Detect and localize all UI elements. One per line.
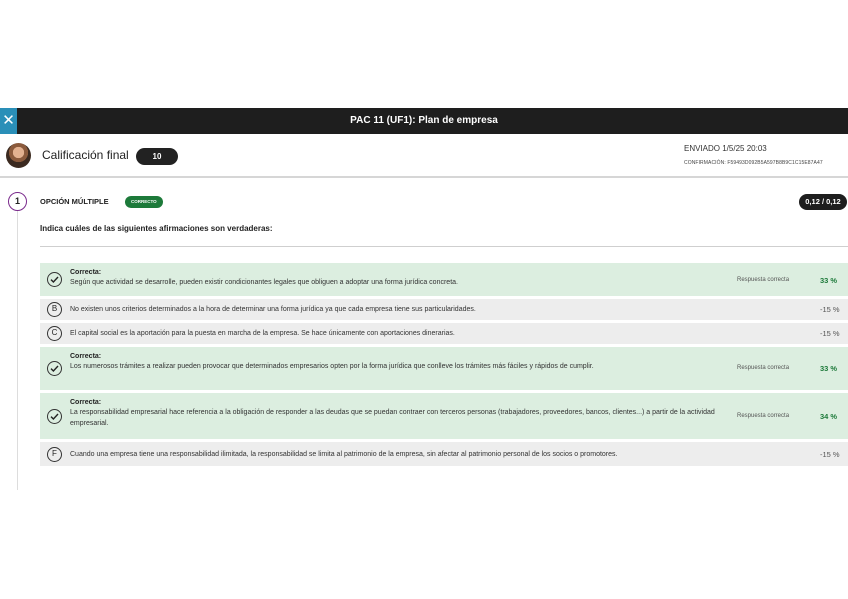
- confirmation-code: CONFIRMACIÓN: F59493D092B5A597B8B9C1C15E87A47: [684, 160, 823, 166]
- answer-tag: Correcta:: [70, 353, 102, 360]
- question-rail: [17, 211, 18, 490]
- answer-row: [40, 323, 848, 344]
- answer-body: No existen unos criterios determinados a la hora de determinar una forma jurídica ya que cada empresa tiene sus particularidades.: [70, 306, 476, 313]
- grade-header: [0, 134, 848, 178]
- answer-tag: Correcta:: [70, 269, 102, 276]
- grade-label: Calificación final: [42, 148, 129, 162]
- title-bar: [0, 108, 848, 134]
- check-circle-icon: [47, 409, 62, 424]
- answer-row: [40, 263, 848, 296]
- answer-row: [40, 442, 848, 466]
- answer-row: [40, 393, 848, 439]
- question-score: 0,12 / 0,12: [799, 194, 847, 210]
- quiz-review-window: [0, 108, 848, 490]
- answer-list: [40, 263, 848, 469]
- question-number: 1: [8, 192, 27, 211]
- answer-weight: 34 %: [820, 412, 838, 421]
- window-title: PAC 11 (UF1): Plan de empresa: [350, 115, 498, 126]
- answer-row: [40, 299, 848, 320]
- check-circle-icon: [47, 272, 62, 287]
- answer-tag: Correcta:: [70, 399, 102, 406]
- question-block: [0, 184, 848, 490]
- answer-body: Cuando una empresa tiene una responsabilidad ilimitada, la responsabilidad se limita al patrimonio de la empresa, sin afectar al patrimonio personal de los socios o promotores.: [70, 451, 618, 458]
- answer-weight: -15 %: [820, 450, 840, 459]
- answer-weight: -15 %: [820, 305, 840, 314]
- correct-answer-label: Respuesta correcta: [737, 365, 790, 371]
- grade-value-badge: 10: [136, 148, 178, 165]
- answer-body: La responsabilidad empresarial hace referencia a la obligación de responder a las deudas que se puedan contraer con terceros personas (trabajadores, proveedores, bancos, clientes...) a partir de la actividad empresarial.: [70, 409, 715, 427]
- status-badge: CORRECTO: [125, 196, 163, 208]
- option-letter-icon: C: [47, 326, 62, 341]
- close-icon[interactable]: ✕: [0, 108, 17, 134]
- answer-row: [40, 347, 848, 390]
- question-type: OPCIÓN MÚLTIPLE: [40, 197, 109, 206]
- avatar: [6, 143, 31, 168]
- divider: [40, 246, 848, 247]
- answer-body: Según que actividad se desarrolle, pueden existir condicionantes legales que obliguen a adoptar una forma jurídica concreta.: [70, 279, 458, 286]
- answer-weight: 33 %: [820, 364, 838, 373]
- correct-answer-label: Respuesta correcta: [737, 413, 790, 419]
- check-circle-icon: [47, 361, 62, 376]
- answer-text: [70, 268, 728, 288]
- correct-answer-label: Respuesta correcta: [737, 277, 790, 283]
- answer-weight: -15 %: [820, 329, 840, 338]
- answer-text: [70, 398, 728, 429]
- option-letter-icon: F: [47, 447, 62, 462]
- answer-body: El capital social es la aportación para la puesta en marcha de la empresa. Se hace únicamente con aportaciones dinerarias.: [70, 330, 455, 337]
- answer-text: [70, 352, 728, 372]
- option-letter-icon: B: [47, 302, 62, 317]
- question-prompt: Indica cuáles de las siguientes afirmaciones son verdaderas:: [40, 224, 273, 233]
- sent-timestamp: ENVIADO 1/5/25 20:03: [684, 144, 767, 153]
- answer-weight: 33 %: [820, 276, 838, 285]
- answer-body: Los numerosos trámites a realizar pueden provocar que determinados empresarios opten por la forma jurídica que conlleve los trámites más fáciles y rápidos de cumplir.: [70, 363, 594, 370]
